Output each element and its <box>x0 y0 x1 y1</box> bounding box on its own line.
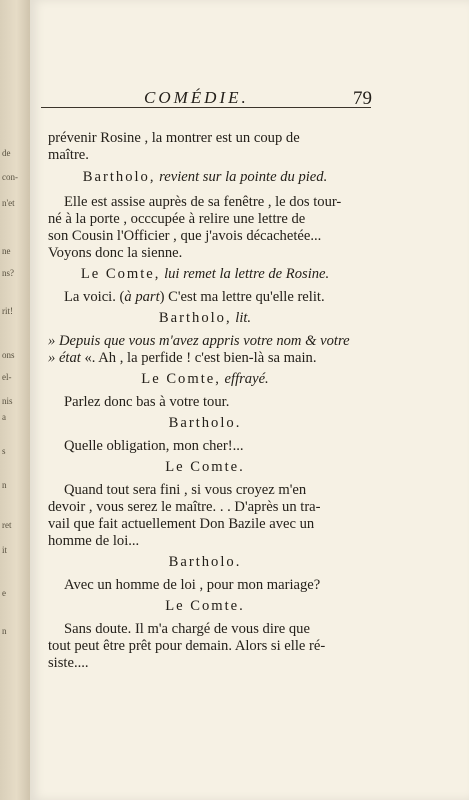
speaker-name: Bartholo, <box>82 169 156 185</box>
speaker-line <box>40 169 370 186</box>
speaker-name: Bartholo. <box>168 415 242 431</box>
page-number: 79 <box>353 88 372 109</box>
text-line: prévenir Rosine , la montrer est un coup de <box>48 130 300 146</box>
speaker-line <box>40 310 370 327</box>
text-line: homme de loi... <box>48 533 140 549</box>
text-line: Voyons donc la sienne. <box>48 245 183 261</box>
speaker-name: Bartholo. <box>168 554 242 570</box>
margin-fragment: e <box>2 588 6 598</box>
speaker-name: Le Comte, <box>141 371 221 387</box>
text-line: Quand tout sera fini , si vous croyez m'en <box>64 482 307 498</box>
running-title: COMÉDIE. <box>144 88 249 107</box>
margin-fragment: el- <box>2 372 12 382</box>
text-line: Sans doute. Il m'a chargé de vous dire que <box>64 621 310 637</box>
speaker-line <box>40 266 370 283</box>
text-line: siste.... <box>48 655 89 671</box>
stage-direction: lit. <box>231 310 252 326</box>
margin-fragment: ret <box>2 520 12 530</box>
text-line: La voici. (à part) C'est ma lettre qu'elle relit. <box>64 289 325 305</box>
speaker-name: Le Comte, <box>80 266 161 282</box>
margin-fragment: ne <box>2 246 11 256</box>
speaker-name: Le Comte. <box>165 598 245 614</box>
text-line: tout peut être prêt pour demain. Alors si elle ré- <box>48 638 326 654</box>
facing-page-edge <box>0 0 30 800</box>
header-rule <box>41 107 371 108</box>
book-page <box>30 0 469 800</box>
text-line: vail que fait actuellement Don Bazile avec un <box>48 516 315 532</box>
text-line: » état «. Ah , la perfide ! c'est bien-là sa main. <box>48 350 317 366</box>
margin-fragment: rit! <box>2 306 13 316</box>
margin-fragment: de <box>2 148 11 158</box>
text-line: Quelle obligation, mon cher!... <box>64 438 244 454</box>
text-line: né à la porte , occcupée à relire une lettre de <box>48 211 306 227</box>
text-line: Parlez donc bas à votre tour. <box>64 394 230 410</box>
margin-fragment: s <box>2 446 6 456</box>
text-line: son Cousin l'Officier , que j'avois décachetée... <box>48 228 322 244</box>
margin-fragment: ns? <box>2 268 14 278</box>
margin-fragment: n <box>2 626 7 636</box>
margin-fragment: nis <box>2 396 13 406</box>
margin-fragment: ons <box>2 350 15 360</box>
text-line: maître. <box>48 147 89 163</box>
stage-direction: effrayé. <box>220 371 269 387</box>
speaker-name: Bartholo, <box>158 310 232 326</box>
text-line: devoir , vous serez le maître. . . D'après un tra- <box>48 499 321 515</box>
margin-fragment: n <box>2 480 7 490</box>
margin-fragment: con- <box>2 172 18 182</box>
speaker-line <box>40 371 370 388</box>
margin-fragment: it <box>2 545 8 555</box>
text-line: Elle est assise auprès de sa fenêtre , le dos tour- <box>64 194 342 210</box>
stage-direction: revient sur la pointe du pied. <box>155 169 328 185</box>
text-line: » Depuis que vous m'avez appris votre nom & votre <box>48 333 350 349</box>
stage-direction: lui remet la lettre de Rosine. <box>160 266 330 282</box>
speaker-name: Le Comte. <box>165 459 245 475</box>
margin-fragment: n'et <box>2 198 15 208</box>
margin-fragment: a <box>2 412 6 422</box>
text-line: Avec un homme de loi , pour mon mariage? <box>64 577 321 593</box>
